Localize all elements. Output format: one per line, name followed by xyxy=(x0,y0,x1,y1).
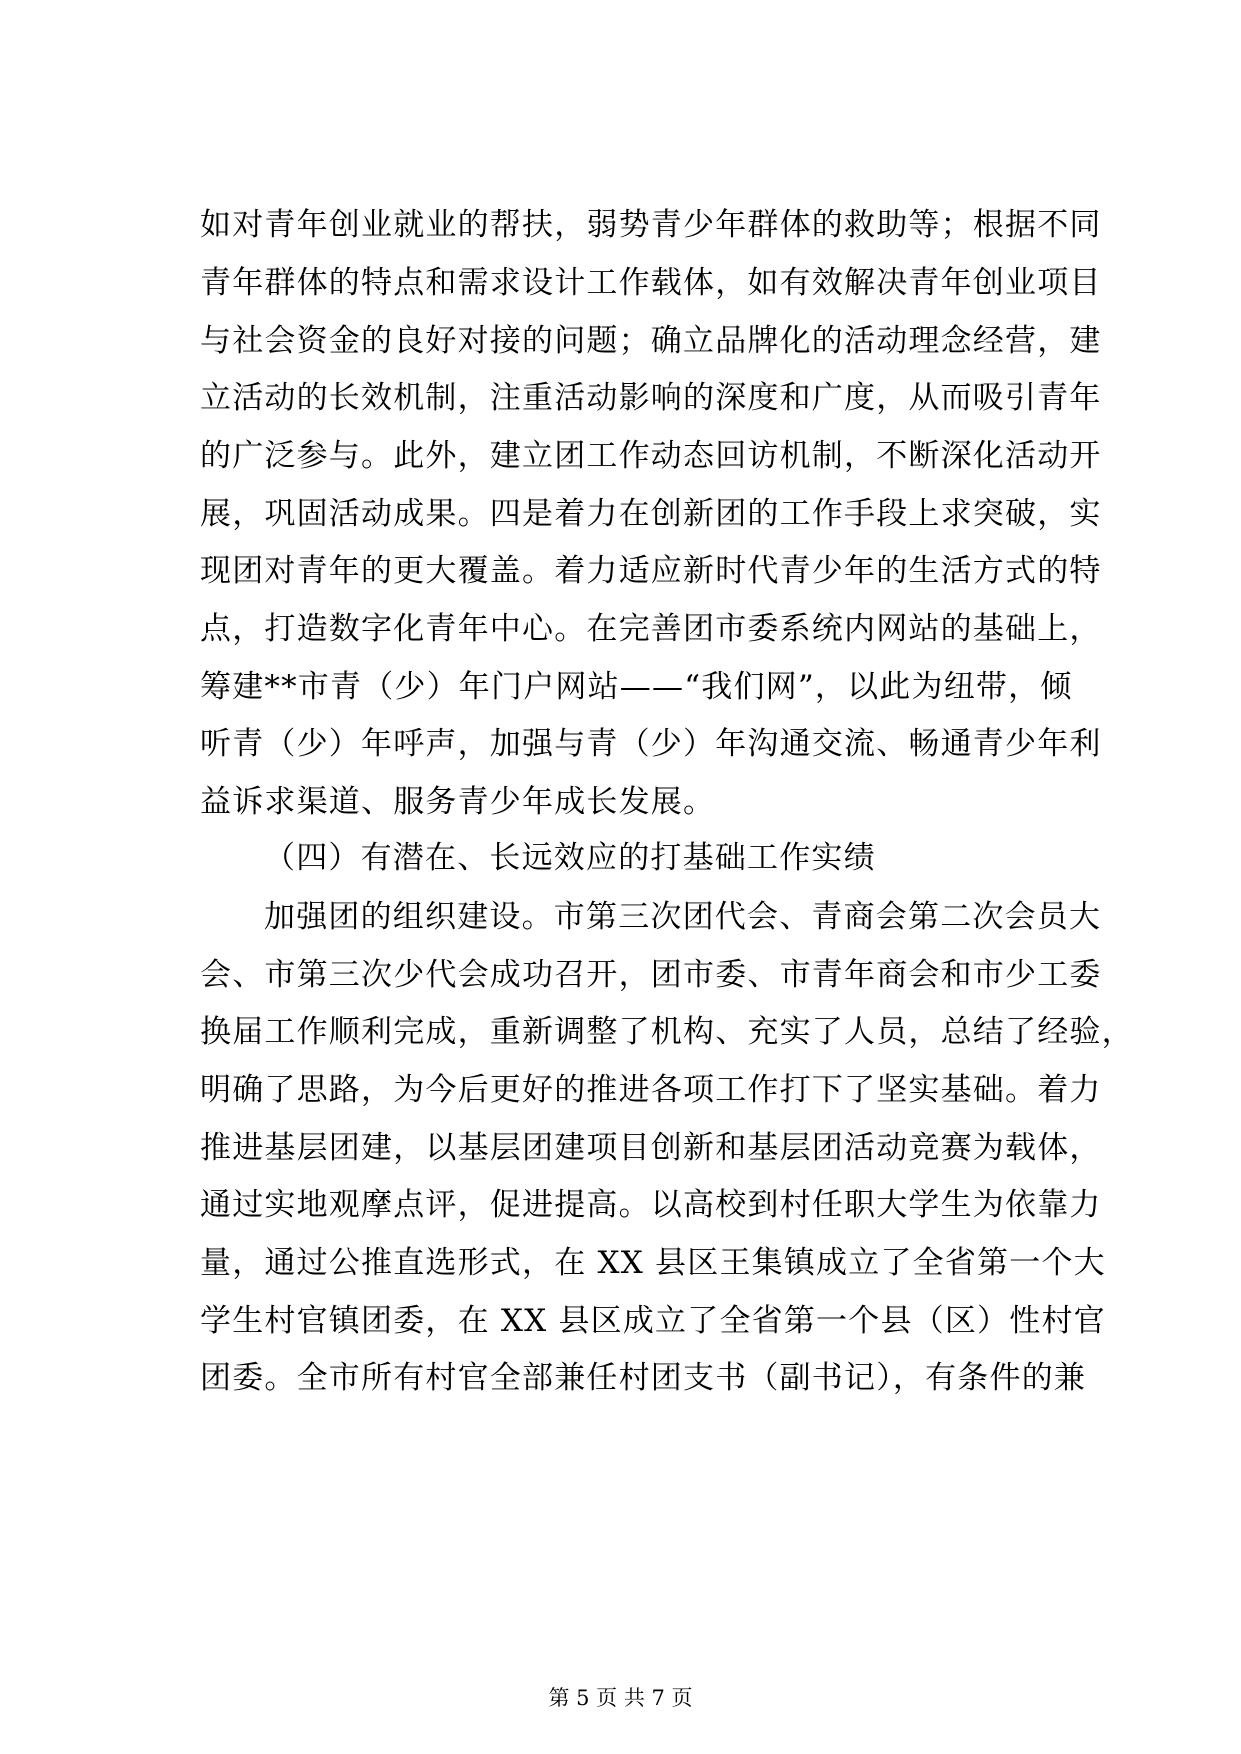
text-line: 青年群体的特点和需求设计工作载体，如有效解决青年创业项目 xyxy=(200,265,1102,301)
section-heading: （四）有潜在、长远效应的打基础工作实绩 xyxy=(264,840,876,876)
text-line: 筹建**市青（少）年门户网站——“我们网”，以此为纽带，倾 xyxy=(200,669,1073,705)
text-line: 与社会资金的良好对接的问题；确立品牌化的活动理念经营，建 xyxy=(200,323,1102,359)
text-line: 的广泛参与。此外，建立团工作动态回访机制，不断深化活动开 xyxy=(200,438,1102,474)
text-line: 推进基层团建，以基层团建项目创新和基层团活动竞赛为载体， xyxy=(200,1130,1102,1166)
text-line: 益诉求渠道、服务青少年成长发展。 xyxy=(200,784,716,820)
text-line: 通过实地观摩点评，促进提高。以高校到村任职大学生为依靠力 xyxy=(200,1187,1102,1223)
text-line: 展，巩固活动成果。四是着力在创新团的工作手段上求突破，实 xyxy=(200,496,1102,532)
text-line: 量，通过公推直选形式，在 XX 县区王集镇成立了全省第一个大 xyxy=(200,1245,1106,1281)
text-line: 点，打造数字化青年中心。在完善团市委系统内网站的基础上， xyxy=(200,611,1102,647)
text-line: 加强团的组织建设。市第三次团代会、青商会第二次会员大 xyxy=(264,899,1102,935)
text-line: 会、市第三次少代会成功召开，团市委、市青年商会和市少工委 xyxy=(200,957,1102,993)
text-line: 明确了思路，为今后更好的推进各项工作打下了坚实基础。着力 xyxy=(200,1072,1102,1108)
text-line: 现团对青年的更大覆盖。着力适应新时代青少年的生活方式的特 xyxy=(200,553,1102,589)
text-line: 听青（少）年呼声，加强与青（少）年沟通交流、畅通青少年利 xyxy=(200,726,1102,762)
text-line: 立活动的长效机制，注重活动影响的深度和广度，从而吸引青年 xyxy=(200,380,1102,416)
text-line: 换届工作顺利完成，重新调整了机构、充实了人员，总结了经验， xyxy=(200,1014,1134,1050)
text-line: 团委。全市所有村官全部兼任村团支书（副书记），有条件的兼 xyxy=(200,1360,1087,1396)
page-indicator: 第 5 页 共 7 页 xyxy=(548,1686,693,1710)
page-footer xyxy=(0,1683,1241,1713)
text-line: 学生村官镇团委，在 XX 县区成立了全省第一个县（区）性村官 xyxy=(200,1303,1106,1339)
text-line: 如对青年创业就业的帮扶，弱势青少年群体的救助等；根据不同 xyxy=(200,207,1102,243)
